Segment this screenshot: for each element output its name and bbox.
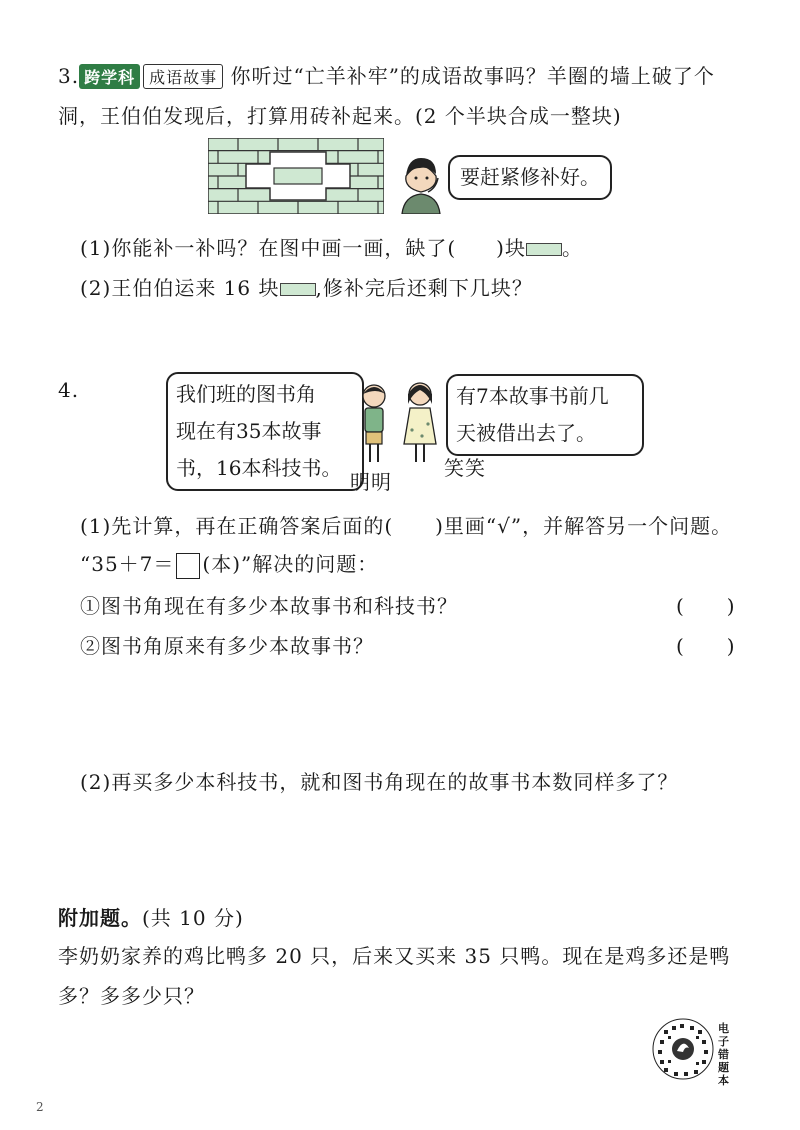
boy-speech-bubble [166, 372, 364, 491]
page-number: 2 [36, 1100, 44, 1114]
xiaoxiao-figure [400, 380, 440, 468]
bonus-line2: 多？多多少只？ [58, 984, 205, 1008]
boy-name: 明明 [350, 470, 392, 494]
boy-speech-line: 书，16本科技书。 [176, 456, 342, 480]
q4-option2: ②图书角原来有多少本故事书？ [80, 634, 374, 658]
brick-icon [526, 243, 562, 256]
q4-equation-suffix: (本)”解决的问题： [202, 552, 379, 576]
girl-speech-bubble [446, 374, 644, 456]
q4-option2-check-blank[interactable]: ( ) [676, 634, 736, 658]
qr-code-icon[interactable] [652, 1018, 714, 1080]
uncle-wang-speech-bubble [448, 155, 612, 200]
q3-sub1-end: 。 [561, 236, 583, 260]
bonus-points: (共 10 分) [142, 906, 244, 930]
brick-wall-illustration [208, 138, 384, 214]
q4-number: 4. [58, 378, 80, 402]
q3-intro-line2: 洞，王伯伯发现后，打算用砖补起来。(2 个半块合成一整块) [58, 104, 622, 128]
girl-speech-line: 有7本故事书前几 [456, 384, 609, 408]
bonus-header [58, 902, 244, 931]
q4-sub2: (2)再买多少本科技书，就和图书角现在的故事书本数同样多了？ [80, 770, 679, 794]
q3-topic-tag: 成语故事 [143, 64, 223, 89]
q4-option1-check-blank[interactable]: ( ) [676, 594, 736, 618]
bonus-title: 附加题。 [58, 906, 142, 930]
q4-sub1: (1)先计算，再在正确答案后面的( )里画“√”，并解答另一个问题。 [80, 514, 733, 538]
boy-speech-line: 现在有35本故事 [176, 419, 322, 443]
mingming-figure [356, 382, 392, 470]
q3-intro-line1: 你听过“亡羊补牢”的成语故事吗？羊圈的墙上破了个 [230, 64, 715, 88]
q3-sub1-prefix: (1)你能补一补吗？在图中画一画，缺了( [80, 236, 457, 260]
q4-equation-prefix: “35＋7＝ [80, 552, 175, 576]
q4-option1: ①图书角现在有多少本故事书和科技书？ [80, 594, 458, 618]
q3-sub1-suffix: )块 [496, 236, 526, 260]
q3-sub2-suffix: ,修补完后还剩下几块？ [315, 276, 533, 300]
q3-number: 3. [58, 64, 80, 88]
q4-equation-answer-box[interactable] [176, 553, 200, 579]
bonus-line1: 李奶奶家养的鸡比鸭多 20 只，后来又买来 35 只鸭。现在是鸡多还是鸭 [58, 944, 731, 968]
qr-label: 电子错题本 [718, 1022, 729, 1087]
q3-subject-tag: 跨学科 [79, 64, 140, 89]
q3-sub2 [80, 272, 533, 301]
brick-icon [280, 283, 316, 296]
girl-speech-line: 天被借出去了。 [456, 421, 596, 445]
q4-equation-line [80, 548, 378, 579]
q3-sub1 [80, 232, 583, 261]
boy-speech-line: 我们班的图书角 [176, 382, 316, 406]
uncle-wang-speech: 要赶紧修补好。 [460, 165, 600, 189]
q3-sub2-prefix: (2)王伯伯运来 16 块 [80, 276, 280, 300]
q3-header [58, 60, 715, 89]
uncle-wang-figure [398, 148, 444, 214]
girl-name: 笑笑 [444, 456, 486, 480]
